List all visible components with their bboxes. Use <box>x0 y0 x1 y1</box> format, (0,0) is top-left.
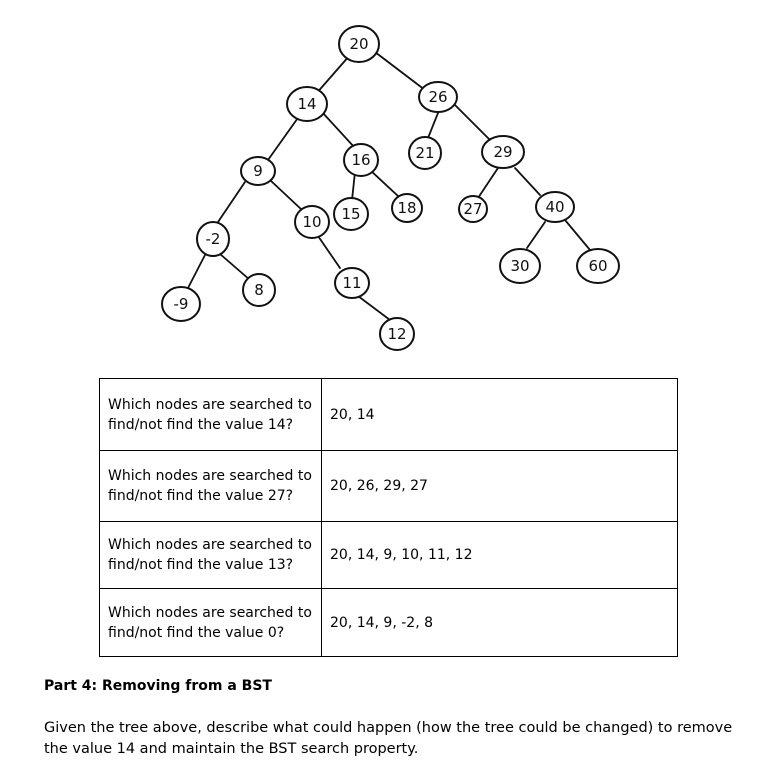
table-row <box>100 522 678 589</box>
svg-text:40: 40 <box>545 198 565 216</box>
question-cell: Which nodes are searched to find/not find the value 0? <box>100 589 322 657</box>
part4-heading: Part 4: Removing from a BST <box>44 678 272 694</box>
svg-text:20: 20 <box>349 35 369 53</box>
node-60 <box>577 249 619 283</box>
svg-text:14: 14 <box>297 95 317 113</box>
node-16 <box>344 144 378 176</box>
table-row <box>100 451 678 522</box>
table-row <box>100 589 678 657</box>
node-11 <box>335 268 369 298</box>
node-14 <box>287 87 327 121</box>
svg-text:10: 10 <box>302 213 322 231</box>
svg-text:30: 30 <box>510 257 530 275</box>
question-cell: Which nodes are searched to find/not find the value 13? <box>100 522 322 589</box>
svg-text:11: 11 <box>342 274 362 292</box>
svg-text:27: 27 <box>463 200 483 218</box>
svg-text:8: 8 <box>254 281 264 299</box>
question-cell: Which nodes are searched to find/not find the value 14? <box>100 379 322 451</box>
node-9 <box>241 157 275 185</box>
node-neg2 <box>197 222 229 256</box>
bst-tree-drawing <box>0 0 768 370</box>
node-30 <box>500 249 540 283</box>
node-12 <box>380 318 414 350</box>
node-15 <box>334 198 368 230</box>
node-27 <box>459 196 487 222</box>
svg-text:-9: -9 <box>173 295 189 313</box>
svg-text:29: 29 <box>493 143 513 161</box>
node-neg9 <box>162 287 200 321</box>
svg-text:18: 18 <box>397 199 417 217</box>
answer-cell: 20, 14, 9, 10, 11, 12 <box>322 522 678 589</box>
node-10 <box>295 206 329 238</box>
node-20 <box>339 26 379 62</box>
answer-cell: 20, 14, 9, -2, 8 <box>322 589 678 657</box>
node-8 <box>243 274 275 306</box>
question-cell: Which nodes are searched to find/not find the value 27? <box>100 451 322 522</box>
node-29 <box>482 136 524 168</box>
answer-cell: 20, 14 <box>322 379 678 451</box>
part4-description: Given the tree above, describe what could happen (how the tree could be changed) to remove the value 14 and maintain the BST search property. <box>44 720 733 757</box>
svg-text:60: 60 <box>588 257 608 275</box>
svg-text:15: 15 <box>341 205 361 223</box>
node-18 <box>392 194 422 222</box>
svg-text:9: 9 <box>253 162 263 180</box>
answer-cell: 20, 26, 29, 27 <box>322 451 678 522</box>
table-row <box>100 379 678 451</box>
svg-text:26: 26 <box>428 88 448 106</box>
node-40 <box>536 192 574 222</box>
svg-text:-2: -2 <box>205 230 221 248</box>
svg-text:12: 12 <box>387 325 407 343</box>
svg-text:21: 21 <box>415 144 435 162</box>
node-26 <box>419 82 457 112</box>
search-questions-table <box>99 378 678 657</box>
node-21 <box>409 137 441 169</box>
svg-text:16: 16 <box>351 151 371 169</box>
